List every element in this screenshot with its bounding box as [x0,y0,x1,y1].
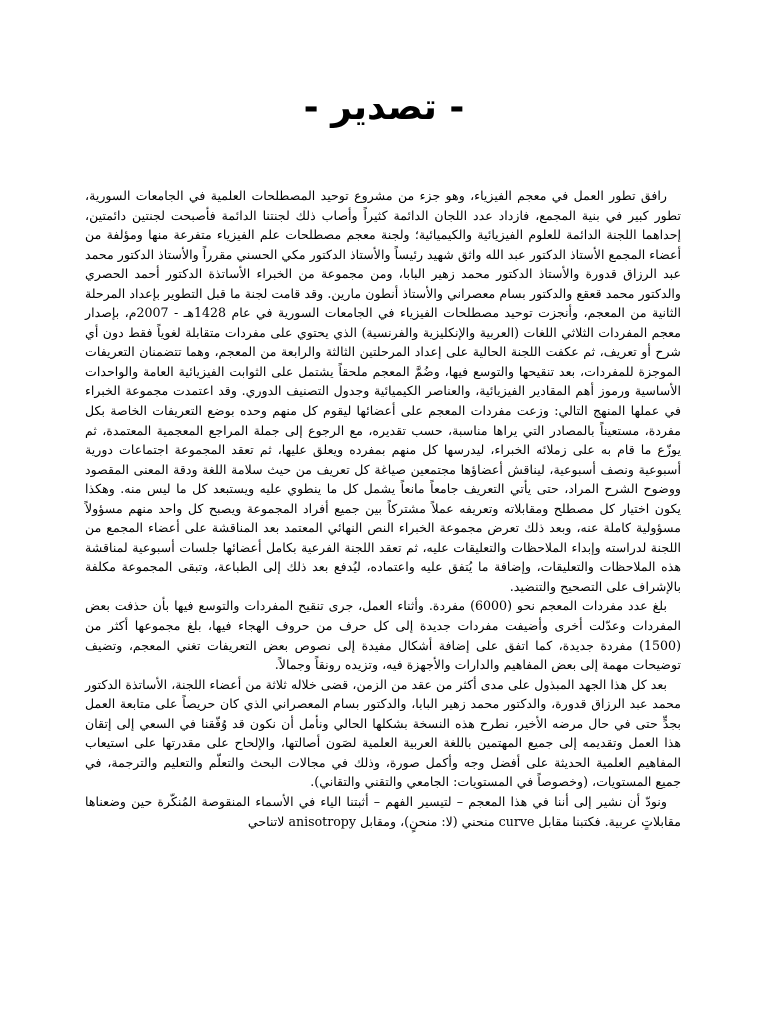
document-body [85,186,681,831]
paragraph-acknowledgement: بعد كل هذا الجهد المبذول على مدى أكثر من عقد من الزمن، قضى خلاله ثلاثة من أعضاء اللجنة، الأساتذة الدكتور محمد عبد الرزاق قدورة، والدكتور محمد زهير البابا، والدكتور بسام المعصراني الذي كان حريصاً على متابعة العمل بجدٍّ حتى في حال مرضه الأخير، نطرح هذه النسخة بشكلها الحالي ونأمل أن نكون قد وُفّقنا في السعي إلى إتقان هذا العمل وتقديمه إلى جميع المهتمين باللغة العربية العلمية لصَون أصالتها، والإلحاح على مقدرتها على استيعاب المفاهيم العلمية الحديثة على أفضل وجه وأكمل صورة، وذلك في مجالات البحث والتعلّم والتعليم والترجمة، في جميع المستويات، (وخصوصاً في المستويات: الجامعي والتقني والتقاني). [85,676,681,790]
paragraph-intro: رافق تطور العمل في معجم الفيزياء، وهو جزء من مشروع توحيد المصطلحات العلمية في الجامعات السورية، تطور كبير في بنية المجمع، فازداد عدد اللجان الدائمة كثيراً وأصاب ذلك لجنتنا الدائمة فأصبحت لجنتين دائمتين، إحداهما اللجنة الدائمة للعلوم الفيزيائية والكيميائية؛ ولجنة معجم مصطلحات علم الفيزياء متفرعة منها ومؤلفة من أعضاء المجمع الأستاذ الدكتور عبد الله واثق شهيد رئيساً والأستاذ الدكتور مكي الحسني مقرراً والأستاذ الدكتور محمد عبد الرزاق قدورة والأستاذ الدكتور محمد زهير البابا، ومن مجموعة من الخبراء الأساتذة الدكتور أحمد الحصري والدكتور محمد قعقع والدكتور بسام معصراني والأستاذ أنطون مارين. وقد قامت لجنة ما قبل التطوير بإعداد المرحلة الثانية من المعجم، وأنجزت توحيد مصطلحات الفيزياء في الجامعات السورية في عام 1428هـ - 2007م، بإصدار معجم المفردات الثلاثي اللغات (العربية والإنكليزية والفرنسية) الذي يحتوي على مفردات متقابلة لغوياً فقط دون أي شرح أو تعريف، ثم عكفت اللجنة الحالية على إعداد المرحلتين الثالثة والرابعة من المعجم، وهما تتضمنان التعريفات الموجزة للمفردات، بعد تنقيحها والتوسع فيها، وضُمَّ المعجم ملحقاً يشتمل على الثوابت الفيزيائية العامة والواحدات الأساسية ورموز أهم المقادير الفيزيائية، والعناصر الكيميائية وجدول التصنيف الدوري. وقد اعتمدت مجموعة الخبراء في عملها المنهج التالي: وزعت مفردات المعجم على أعضائها ليقوم كل منهم وحده بوضع التعريفات الخاصة بكل مفردة، مستعيناً بالمصادر التي يراها مناسبة، حسب تقديره، مع الرجوع إلى جملة المراجع المعجمية المعتمدة، ثم يوزّع ما قام به على زملائه الخبراء، ليدرسها كل منهم بمفرده ويعلق عليها، ثم تعقد المجموعة اجتماعات دورية أسبوعية ونصف أسبوعية، ليناقش أعضاؤها مجتمعين صياغة كل تعريف من حيث سلامة اللغة ودقة المعنى المقصود ووضوح الشرح المراد، حتى يأتي التعريف جامعاً مانعاً يشمل كل ما ينطوي عليه ويستبعد كل ما ليس منه. وهكذا يكون اختيار كل مصطلح ومقابلاته وتعريفه عملاً مشتركاً بين جميع أفراد المجموعة ويصبح كل واحد منهم مسؤولاً مسؤولية كاملة عنه، وبعد ذلك تعرض مجموعة الخبراء النص النهائي المعتمد بعد المناقشة على أعضاء المجمع من اللجنة لدراسته وإبداء الملاحظات والتعليقات عليه، ثم تعقد اللجنة الفرعية بكامل أعضائها جلسات أسبوعية لمناقشة هذه الملاحظات والتعليقات، وإضافة ما يُتفق عليه واعتماده، ليُدفع بعد ذلك إلى الطباعة، وتبقى المجموعة مكلفة بالإشراف على التصحيح والتنضيد. [85,188,682,594]
paragraph-word-count: بلغ عدد مفردات المعجم نحو (6000) مفردة. وأثناء العمل، جرى تنقيح المفردات والتوسع فيها بأن حذفت بعض المفردات وعدّلت أخرى وأضيفت مفردات جديدة إلى كل حرف من حروف الهجاء فيها، بلغ مجموعها أكثر من (1500) مفردة جديدة، كما اتفق على إضافة أشكال مفيدة إلى نصوص بعض التعريفات تغني المعجم، وتضيف توضيحات مهمة إلى بعض المفاهيم والدارات والأجهزة فيه، وتزيده رونقاً وجمالاً. [85,598,681,673]
page-title: - تصدير - [303,87,465,128]
paragraph-note: ونودّ أن نشير إلى أننا في هذا المعجم – لتيسير الفهم – أثبتنا الياء في الأسماء المنقوصة المُنكّرة حين وضعناها مقابلاتٍ عربية. فكتبنا مقابل curve منحني (لا: منحنٍ)، ومقابل anisotropy لاتناحي [85,793,681,829]
